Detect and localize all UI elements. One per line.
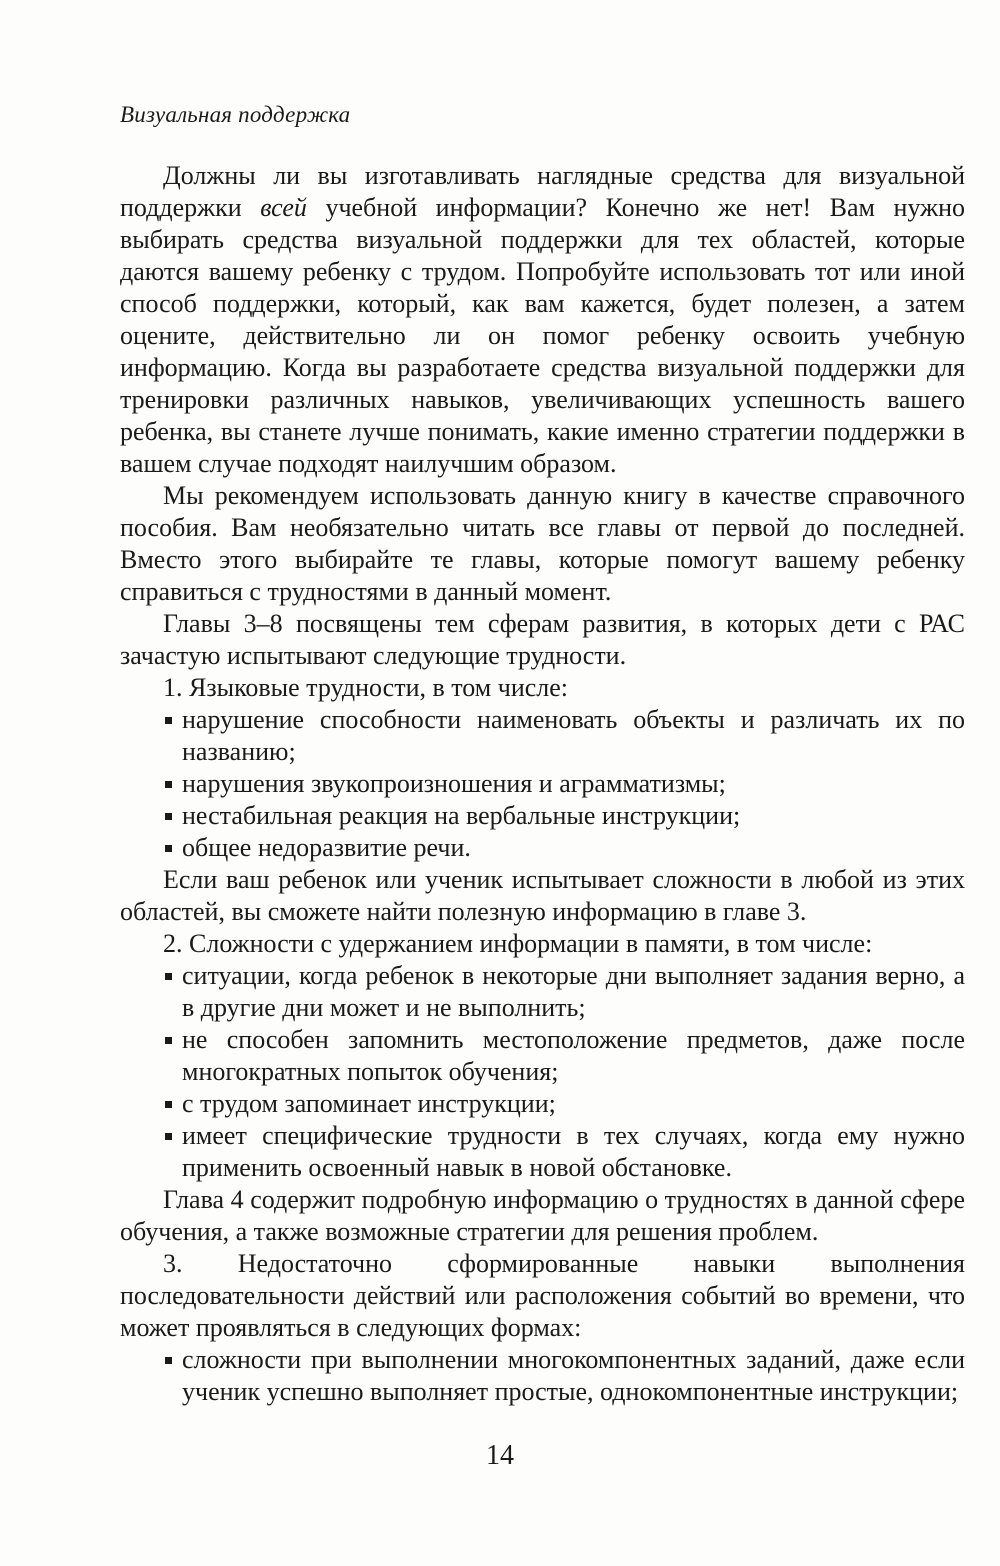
bullet-icon (165, 781, 172, 788)
list-item: сложности при выполнении многокомпонентных заданий, даже если ученик успешно выполняет простые, однокомпонентные инструкции; (120, 1344, 965, 1408)
section-1-note: Если ваш ребенок или ученик испытывает сложности в любой из этих областей, вы сможете найти полезную информацию в главе 3. (120, 865, 965, 926)
page-body (120, 160, 965, 1408)
bullet-icon (165, 973, 172, 980)
bullet-icon (165, 813, 172, 820)
section-1-heading: 1. Языковые трудности, в том числе: (163, 673, 569, 702)
section-2-heading: 2. Сложности с удержанием информации в памяти, в том числе: (163, 929, 873, 958)
bullet-icon (165, 717, 172, 724)
bullet-icon (165, 1101, 172, 1108)
list-item: общее недоразвитие речи. (120, 832, 965, 864)
bullet-icon (165, 845, 172, 852)
page-number: 14 (486, 1440, 514, 1471)
list-item: имеет специфические трудности в тех случаях, когда ему нужно применить освоенный навык в новой обстановке. (120, 1120, 965, 1184)
bullet-icon (165, 1133, 172, 1140)
paragraph-1: Должны ли вы изготавливать наглядные средства для визуальной поддержки всей учебной информации? Конечно же нет! Вам нужно выбирать средства визуальной поддержки для тех областей, которые даются вашему ребенку с трудом. Попробуйте использовать тот или иной способ поддержки, который, как вам кажется, будет полезен, а затем оцените, действительно ли он помог ребенку освоить учебную информацию. Когда вы разработаете средства визуальной поддержки для тренировки различных навыков, увеличивающих успешность вашего ребенка, вы станете лучше понимать, какие именно стратегии поддержки в вашем случае подходят наилучшим образом. (120, 161, 965, 478)
list-item: нестабильная реакция на вербальные инструкции; (120, 800, 965, 832)
bullet-icon (165, 1037, 172, 1044)
emphasis-word: всей (260, 193, 307, 222)
list-item: ситуации, когда ребенок в некоторые дни выполняет задания верно, а в другие дни может и не выполнить; (120, 960, 965, 1024)
section-3-heading: 3. Недостаточно сформированные навыки выполнения последовательности действий или расположения событий во времени, что может проявляться в следующих формах: (120, 1249, 965, 1342)
section-2-note: Глава 4 содержит подробную информацию о трудностях в данной сфере обучения, а также возможные стратегии для решения проблем. (120, 1185, 965, 1246)
paragraph-3: Главы 3–8 посвящены тем сферам развития, в которых дети с РАС зачастую испытывают следующие трудности. (120, 609, 965, 670)
bullet-icon (165, 1357, 172, 1364)
paragraph-2: Мы рекомендуем использовать данную книгу в качестве справочного пособия. Вам необязательно читать все главы от первой до последней. Вместо этого выбирайте те главы, которые помогут вашему ребенку справиться с трудностями в данный момент. (120, 481, 965, 606)
list-item: нарушение способности наименовать объекты и различать их по названию; (120, 704, 965, 768)
list-item: нарушения звукопроизношения и аграмматизмы; (120, 768, 965, 800)
list-item: не способен запомнить местоположение предметов, даже после многократных попыток обучения; (120, 1024, 965, 1088)
list-item: с трудом запоминает инструкции; (120, 1088, 965, 1120)
running-header: Визуальная поддержка (120, 102, 351, 127)
